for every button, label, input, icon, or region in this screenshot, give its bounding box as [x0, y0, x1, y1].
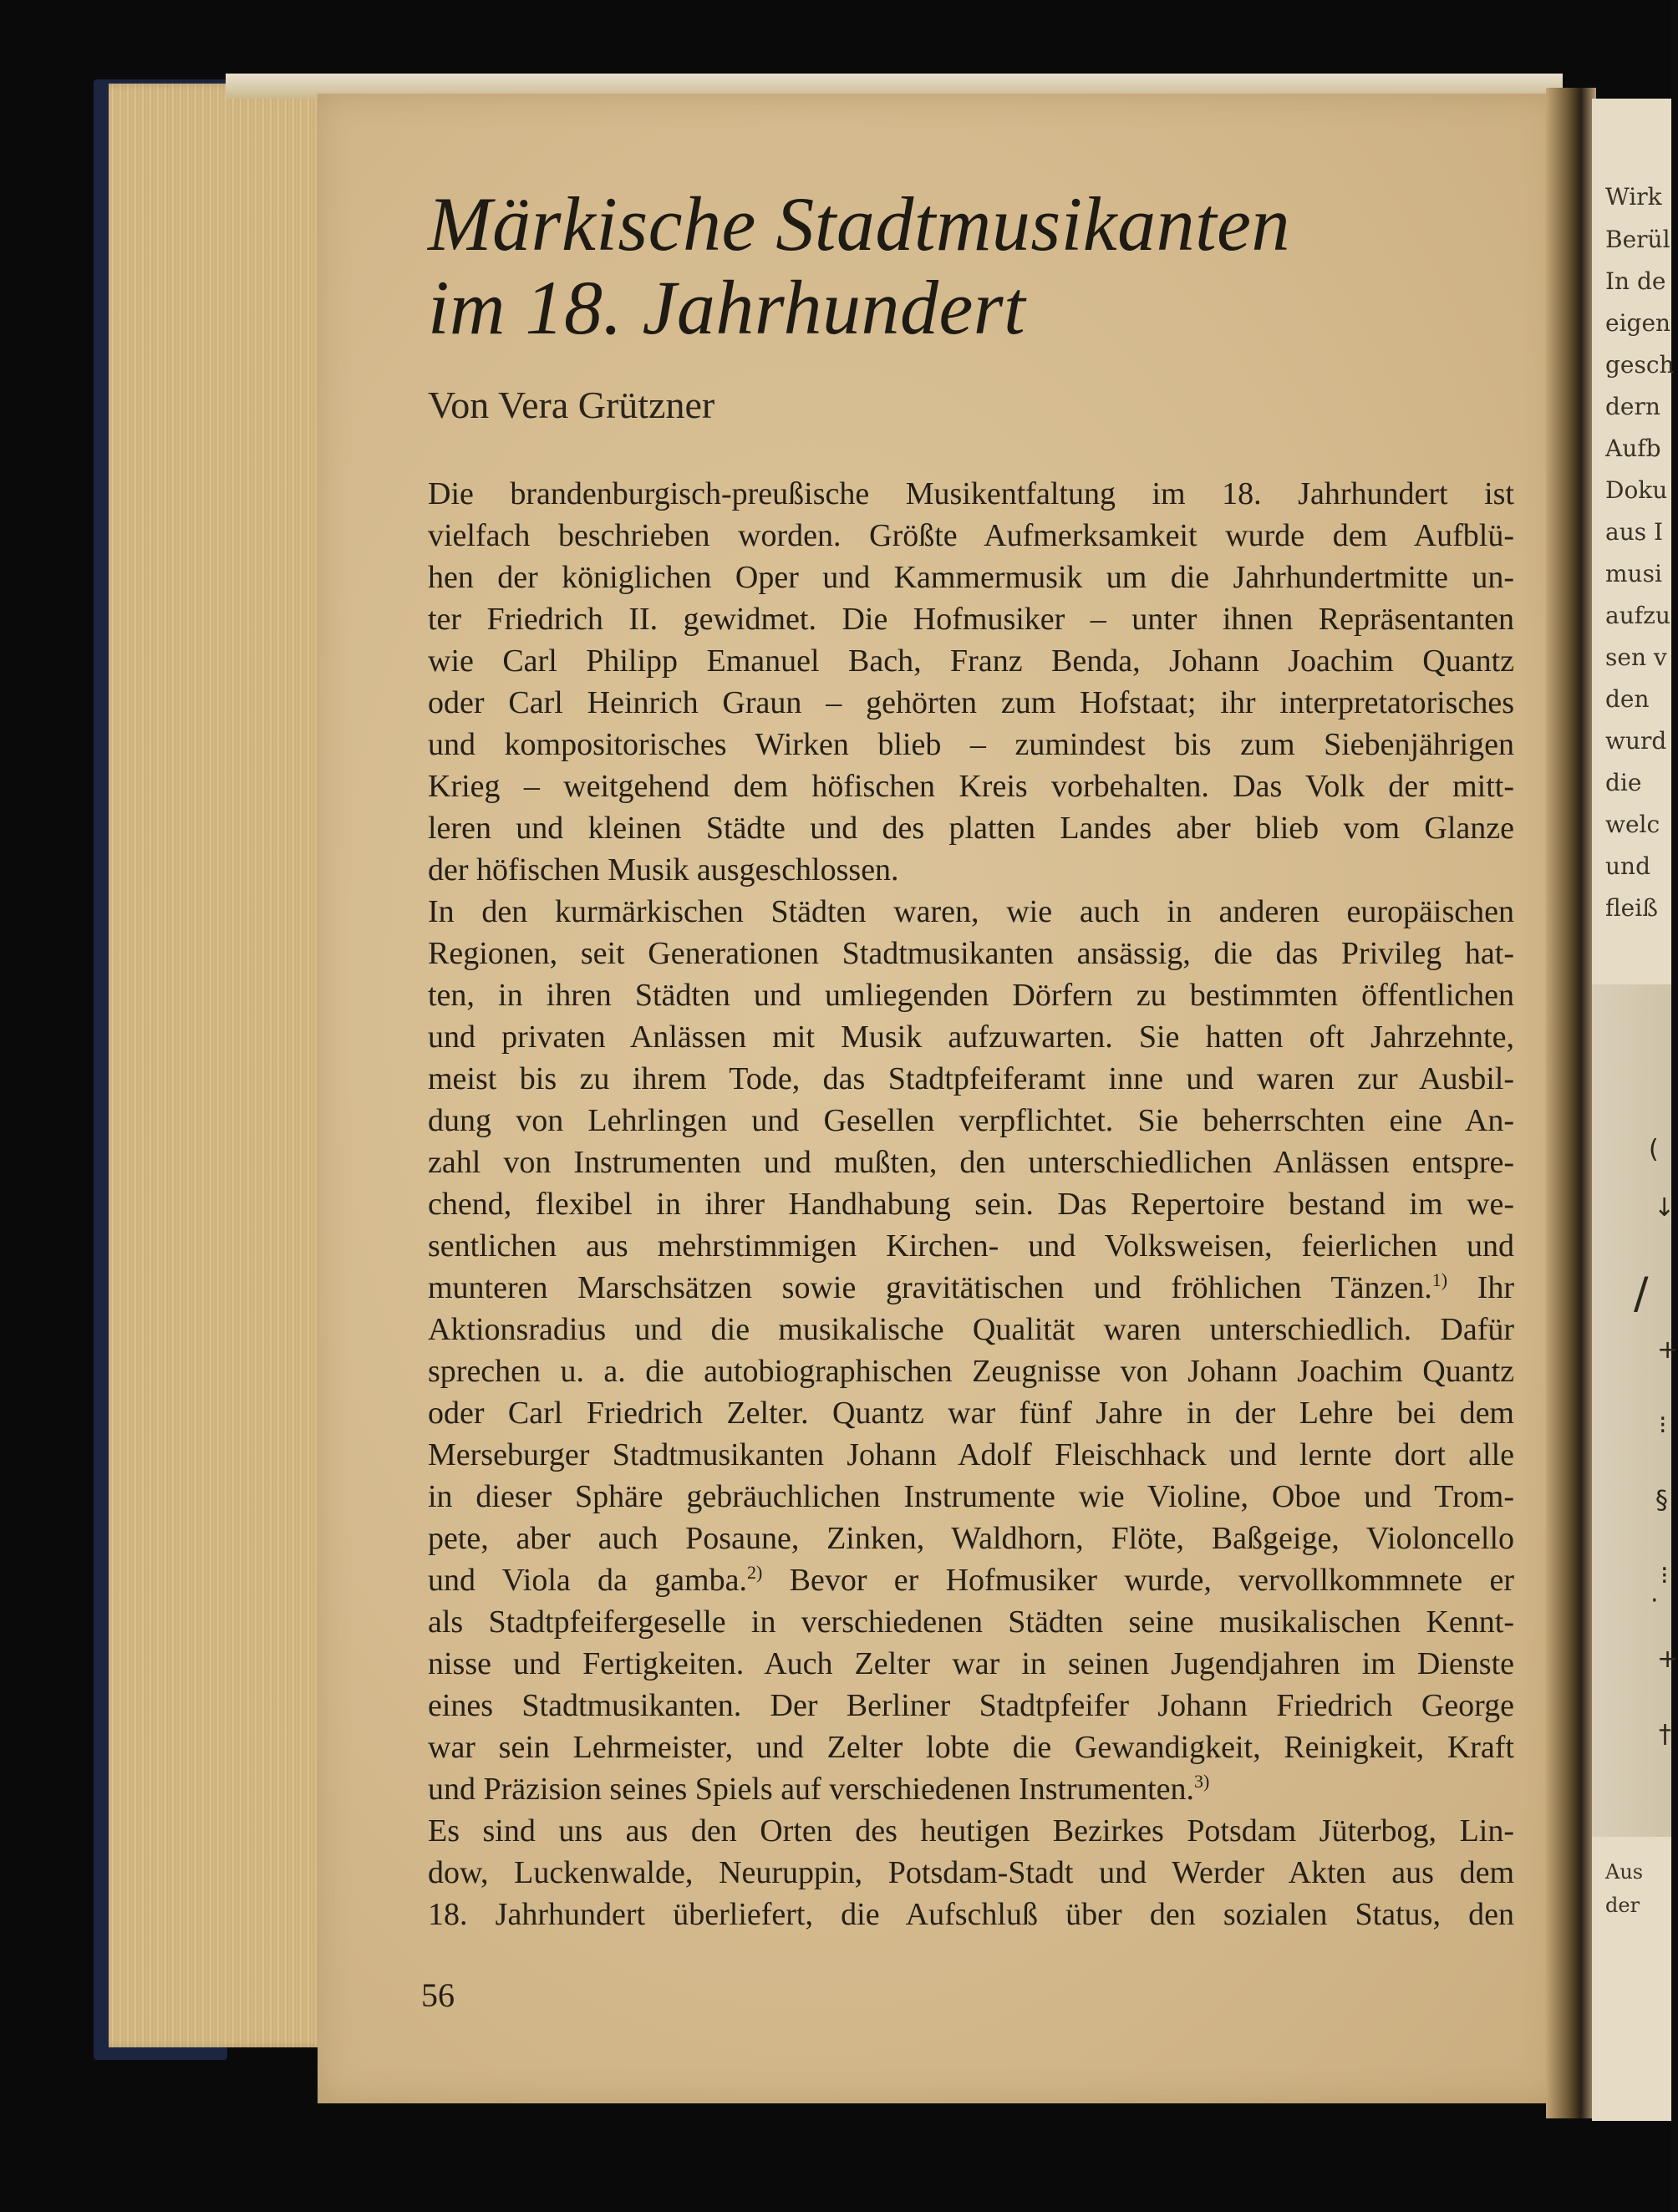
body-line: war sein Lehrmeister, und Zelter lobte die Gewandigkeit, Reinigkeit, Kraft — [428, 1730, 1514, 1765]
article-author: Von Vera Grützner — [428, 384, 715, 426]
facing-page-fragment: Berül — [1605, 226, 1670, 253]
body-line: Aktionsradius und die musikalische Qualität waren unterschiedlich. Dafür — [428, 1312, 1514, 1347]
article-title-line-1: Märkische Stadtmusikanten — [428, 181, 1290, 267]
body-line: Merseburger Stadtmusikanten Johann Adolf Fleischhack und lernte dort alle — [428, 1437, 1514, 1472]
illustration-mark: ↓ — [1654, 1193, 1675, 1223]
body-line: pete, aber auch Posaune, Zinken, Waldhorn, Flöte, Baßgeige, Violoncello — [428, 1521, 1514, 1556]
body-line: sentlichen aus mehrstimmigen Kirchen- und Volksweisen, feierlichen und — [428, 1228, 1514, 1264]
body-line-text: und Viola da gamba. — [428, 1563, 747, 1598]
body-line: 18. Jahrhundert überliefert, die Aufschluß über den sozialen Status, den — [428, 1897, 1514, 1932]
illustration-mark: ⁝ — [1660, 1561, 1669, 1590]
facing-page — [1592, 99, 1678, 2121]
article-body — [428, 473, 1514, 1935]
body-line: eines Stadtmusikanten. Der Berliner Stadtpfeifer Johann Friedrich George — [428, 1688, 1514, 1723]
facing-page-fragment: die — [1605, 769, 1642, 796]
facing-page-fragment: aufzu — [1605, 602, 1670, 629]
illustration-mark: · — [1650, 1586, 1659, 1615]
illustration-mark: + — [1657, 1335, 1678, 1365]
facing-page-fragment: welc — [1605, 811, 1660, 838]
facing-page-fragment: sen v — [1605, 643, 1667, 671]
facing-page-fragment: fleiß — [1605, 894, 1658, 922]
body-line: meist bis zu ihrem Tode, das Stadtpfeiferamt inne und waren zur Ausbil- — [428, 1061, 1514, 1096]
body-line: hen der königlichen Oper und Kammermusik um die Jahrhundertmitte un- — [428, 560, 1514, 595]
page-number: 56 — [421, 1976, 455, 2014]
body-line-text: und Präzision seines Spiels auf verschiedenen Instrumenten. — [428, 1772, 1195, 1807]
body-line: Die brandenburgisch-preußische Musikentfaltung im 18. Jahrhundert ist — [428, 476, 1514, 511]
body-line: Regionen, seit Generationen Stadtmusikanten ansässig, die das Privileg hat- — [428, 936, 1514, 971]
body-line-with-footnote — [428, 1559, 1514, 1601]
illustration-mark: ( — [1649, 1135, 1659, 1164]
facing-page-fragment: dern — [1605, 393, 1660, 420]
facing-page-caption-fragment: der — [1605, 1894, 1640, 1917]
facing-page-fragment: In de — [1605, 267, 1666, 295]
facing-page-fragment: den — [1605, 685, 1650, 713]
body-line: dow, Luckenwalde, Neuruppin, Potsdam-Stadt und Werder Akten aus dem — [428, 1855, 1514, 1890]
body-line: In den kurmärkischen Städten waren, wie auch in anderen europäischen — [428, 894, 1514, 929]
facing-page-fragment: Doku — [1605, 476, 1668, 504]
body-line: ten, in ihren Städten und umliegenden Dörfern zu bestimmten öffentlichen — [428, 978, 1514, 1013]
book-gutter — [1546, 88, 1596, 2118]
facing-page-fragment: aus I — [1605, 518, 1664, 546]
body-line: wie Carl Philipp Emanuel Bach, Franz Benda, Johann Joachim Quantz — [428, 643, 1514, 679]
facing-page-illustration — [1592, 984, 1678, 1837]
body-line: zahl von Instrumenten und mußten, den unterschiedlichen Anlässen entspre- — [428, 1145, 1514, 1180]
footnote-marker-1: 1) — [1431, 1269, 1448, 1290]
facing-page-fragment: gesch — [1605, 351, 1675, 379]
body-line: in dieser Sphäre gebräuchlichen Instrumente wie Violine, Oboe und Trom- — [428, 1479, 1514, 1514]
body-line-tail: Bevor er Hofmusiker wurde, vervollkommnete er — [762, 1563, 1514, 1598]
body-line-with-footnote — [428, 1768, 1514, 1810]
body-line: und privaten Anlässen mit Musik aufzuwarten. Sie hatten oft Jahrzehnte, — [428, 1020, 1514, 1055]
body-line: Krieg – weitgehend dem höfischen Kreis vorbehalten. Das Volk der mitt- — [428, 769, 1514, 804]
illustration-mark: / — [1634, 1269, 1649, 1319]
body-line: als Stadtpfeifergeselle in verschiedenen Städten seine musikalischen Kennt- — [428, 1604, 1514, 1640]
article-title-line-2: im 18. Jahrhundert — [428, 265, 1026, 350]
body-line-text: munteren Marschsätzen sowie gravitätischen und fröhlichen Tänzen. — [428, 1270, 1432, 1305]
body-line-with-footnote — [428, 1267, 1514, 1309]
body-line: ter Friedrich II. gewidmet. Die Hofmusiker – unter ihnen Repräsentanten — [428, 602, 1514, 637]
facing-page-fragment: Wirk — [1605, 183, 1662, 211]
body-line: sprechen u. a. die autobiographischen Zeugnisse von Johann Joachim Quantz — [428, 1354, 1514, 1389]
facing-page-fragment: Aufb — [1605, 435, 1661, 462]
illustration-mark: † — [1659, 1720, 1671, 1749]
facing-page-fragment: und — [1605, 852, 1650, 880]
illustration-mark: ⁝ — [1659, 1411, 1667, 1440]
body-line: und kompositorisches Wirken blieb – zumindest bis zum Siebenjährigen — [428, 727, 1514, 762]
facing-page-caption-fragment: Aus — [1605, 1860, 1644, 1884]
body-line: der höfischen Musik ausgeschlossen. — [428, 852, 899, 887]
body-line: chend, flexibel in ihrer Handhabung sein. Das Repertoire bestand im we- — [428, 1187, 1514, 1222]
body-line: Es sind uns aus den Orten des heutigen Bezirkes Potsdam Jüterbog, Lin- — [428, 1813, 1514, 1848]
illustration-mark: + — [1657, 1645, 1678, 1674]
body-line: vielfach beschrieben worden. Größte Aufmerksamkeit wurde dem Aufblü- — [428, 518, 1514, 553]
facing-page-fragment: eigen — [1605, 309, 1671, 337]
body-line-tail: Ihr — [1447, 1270, 1514, 1305]
body-line: leren und kleinen Städte und des platten Landes aber blieb vom Glanze — [428, 811, 1514, 846]
footnote-marker-2: 2) — [746, 1562, 763, 1583]
facing-page-fragment: wurd — [1605, 727, 1667, 755]
footnote-marker-3: 3) — [1194, 1771, 1210, 1792]
body-line: nisse und Fertigkeiten. Auch Zelter war in seinen Jugendjahren im Dienste — [428, 1646, 1514, 1681]
body-line: oder Carl Friedrich Zelter. Quantz war fünf Jahre in der Lehre bei dem — [428, 1396, 1514, 1431]
body-line: oder Carl Heinrich Graun – gehörten zum Hofstaat; ihr interpretatorisches — [428, 685, 1514, 720]
body-line: dung von Lehrlingen und Gesellen verpflichtet. Sie beherrschten eine An- — [428, 1103, 1514, 1138]
illustration-mark: § — [1655, 1486, 1668, 1515]
facing-page-fragment: musi — [1605, 560, 1662, 587]
stacked-page-edges — [109, 84, 326, 2047]
